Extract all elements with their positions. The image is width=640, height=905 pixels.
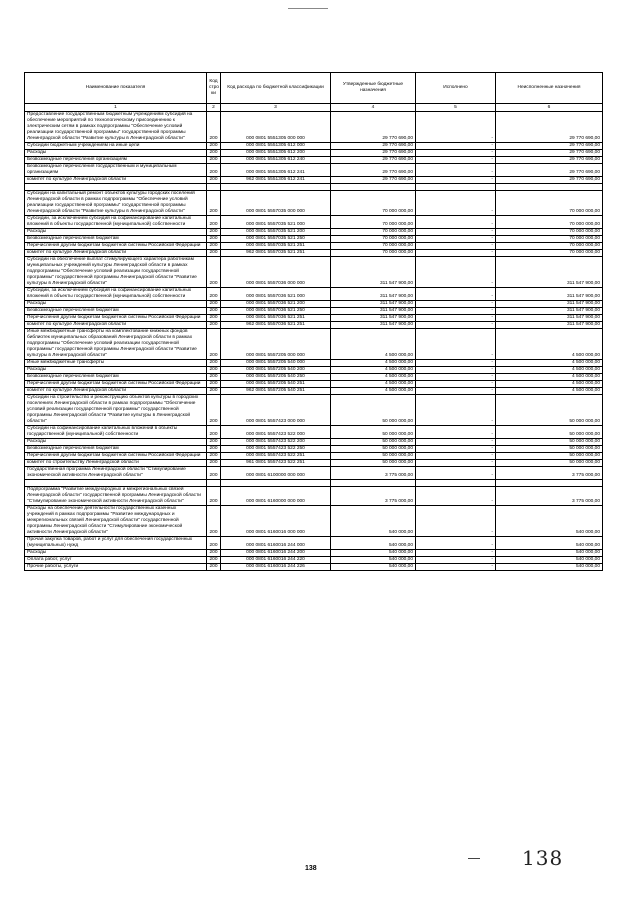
budget-code-cell: 000 0801 5557035 521 250 [221,236,331,243]
row-code-cell: 200 [207,257,221,288]
row-name-cell: Субсидии на обеспечение выплат стимулирующего характера работникам муниципальных учреждений культуры Ленинградской области в рамках подпрограммы "Обеспечение условий реализации государственной программы" государственной программы Ленинградской области "Развитие культуры в Ленинградской области" [25,257,207,288]
row-code-cell: 200 [207,301,221,308]
approved-amount-cell: 4 500 000,00 [331,329,416,360]
row-name-cell: Расходы [25,367,207,374]
budget-code-cell: 000 0801 5557036 521 200 [221,301,331,308]
empty-cell [331,184,416,191]
executed-amount-cell: - [416,395,496,426]
unexecuted-amount-cell: 70 000 000,00 [496,216,603,229]
executed-amount-cell: - [416,557,496,564]
row-name-cell: Расходы [25,439,207,446]
budget-code-cell: 000 0801 5557205 540 251 [221,381,331,388]
approved-amount-cell: 70 000 000,00 [331,191,416,216]
table-row [25,550,603,557]
table-row [25,360,603,367]
scan-artifact [260,4,340,12]
unexecuted-amount-cell: 29 770 690,00 [496,143,603,150]
row-name-cell: Прочая закупка товаров, работ и услуг для обеспечения государственных (муниципальных) нужд [25,537,207,550]
row-name-cell: Перечисления другим бюджетам бюджетной системы Российской Федерации [25,243,207,250]
budget-code-cell: 000 0801 5557035 521 200 [221,229,331,236]
row-code-cell: 200 [207,367,221,374]
executed-amount-cell: - [416,229,496,236]
table-row [25,564,603,571]
approved-amount-cell: 29 770 690,00 [331,143,416,150]
budget-code-cell: 000 0801 5551305 612 241 [221,164,331,177]
header-unexecuted: Неисполненные назначения [496,73,603,104]
unexecuted-amount-cell: 4 500 000,00 [496,329,603,360]
approved-amount-cell: 4 500 000,00 [331,381,416,388]
unexecuted-amount-cell: 29 770 690,00 [496,164,603,177]
executed-amount-cell: - [416,216,496,229]
row-code-cell: 200 [207,329,221,360]
row-name-cell: комитет по культуре Ленинградской области [25,177,207,184]
table-row [25,216,603,229]
empty-cell [25,480,207,487]
budget-code-cell: 962 0801 5551305 612 241 [221,177,331,184]
row-code-cell: 200 [207,395,221,426]
budget-code-cell: 000 0801 5557423 000 000 [221,395,331,426]
row-name-cell: Расходы на обеспечение деятельности государственных казенных учреждений в рамках подпрограммы "Развитие международных и межрегиональных связей Ленинградской области" государственной программы Ленинградской области "Стимулирование экономической активности Ленинградской области" [25,506,207,537]
row-code-cell: 200 [207,388,221,395]
executed-amount-cell: - [416,446,496,453]
row-code-cell: 200 [207,191,221,216]
approved-amount-cell: 540 000,00 [331,550,416,557]
executed-amount-cell: - [416,381,496,388]
row-name-cell: Субсидии на софинансирование капитальных вложений в объекты государственной (муниципальной) собственности [25,426,207,439]
unexecuted-amount-cell: 50 000 000,00 [496,426,603,439]
row-code-cell: 200 [207,453,221,460]
approved-amount-cell: 50 000 000,00 [331,446,416,453]
budget-code-cell: 000 0801 5557423 522 000 [221,426,331,439]
row-code-cell: 200 [207,143,221,150]
unexecuted-amount-cell: 29 770 690,00 [496,157,603,164]
unexecuted-amount-cell: 540 000,00 [496,550,603,557]
table-row [25,301,603,308]
row-code-cell: 200 [207,112,221,143]
approved-amount-cell: 540 000,00 [331,506,416,537]
table-row [25,308,603,315]
row-name-cell: Иные межбюджетные трансферты на комплектование книжных фондов библиотек муниципальных образований Ленинградской области в рамках подпрограммы "Обеспечение условий реализации государственной программы" государственной программы Ленинградской области "Развитие культуры в Ленинградской области" [25,329,207,360]
approved-amount-cell: 29 770 690,00 [331,164,416,177]
table-row [25,191,603,216]
empty-cell [207,480,221,487]
empty-cell [496,480,603,487]
column-number: 5 [416,104,496,112]
executed-amount-cell: - [416,177,496,184]
approved-amount-cell: 311 547 900,00 [331,288,416,301]
header-executed: Исполнено [416,73,496,104]
row-code-cell: 200 [207,550,221,557]
column-number: 3 [221,104,331,112]
row-code-cell: 200 [207,426,221,439]
row-name-cell: Расходы [25,301,207,308]
row-code-cell: 200 [207,315,221,322]
budget-code-cell: 000 0801 5551305 000 000 [221,112,331,143]
unexecuted-amount-cell: 540 000,00 [496,564,603,571]
executed-amount-cell: - [416,257,496,288]
table-row [25,537,603,550]
executed-amount-cell: - [416,506,496,537]
budget-code-cell: 000 0801 6160016 000 000 [221,506,331,537]
unexecuted-amount-cell: 4 500 000,00 [496,374,603,381]
row-code-cell: 200 [207,439,221,446]
executed-amount-cell: - [416,460,496,467]
approved-amount-cell: 3 775 000,00 [331,467,416,480]
row-code-cell: 200 [207,150,221,157]
header-budget-code: Код расхода по бюджетной классификации [221,73,331,104]
row-name-cell: Субсидии на капитальный ремонт объектов культуры городских поселений Ленинградской области в рамках подпрограммы "Обеспечение условий реализации государственной программы" государственной программы Ленинградской области "Развитие культуры в Ленинградской области" [25,191,207,216]
table-body [25,112,603,571]
unexecuted-amount-cell: 29 770 690,00 [496,112,603,143]
approved-amount-cell: 4 500 000,00 [331,388,416,395]
budget-code-cell: 962 0801 5557036 521 251 [221,322,331,329]
budget-code-cell: 000 0801 6160016 244 220 [221,557,331,564]
budget-code-cell: 000 0801 5557423 522 200 [221,439,331,446]
approved-amount-cell: 70 000 000,00 [331,229,416,236]
row-name-cell: Перечисления другим бюджетам бюджетной системы Российской Федерации [25,381,207,388]
table-row [25,236,603,243]
table-row [25,143,603,150]
table-row [25,439,603,446]
approved-amount-cell: 311 547 900,00 [331,315,416,322]
spacer-row [25,480,603,487]
budget-code-cell: 000 0801 5551305 612 000 [221,143,331,150]
header-row-code: Код стро ки [207,73,221,104]
row-code-cell: 200 [207,250,221,257]
executed-amount-cell: - [416,150,496,157]
approved-amount-cell: 4 500 000,00 [331,360,416,367]
table-row [25,329,603,360]
row-name-cell: комитет по культуре Ленинградской области [25,388,207,395]
column-number-row [25,104,603,112]
unexecuted-amount-cell: 50 000 000,00 [496,395,603,426]
table-row [25,367,603,374]
column-number: 1 [25,104,207,112]
row-name-cell: Расходы [25,150,207,157]
table-row [25,150,603,157]
empty-cell [496,184,603,191]
table-row [25,446,603,453]
unexecuted-amount-cell: 4 500 000,00 [496,367,603,374]
empty-cell [221,480,331,487]
row-code-cell: 200 [207,446,221,453]
executed-amount-cell: - [416,487,496,506]
unexecuted-amount-cell: 311 547 900,00 [496,322,603,329]
budget-code-cell: 000 0801 5557423 522 250 [221,446,331,453]
unexecuted-amount-cell: 3 775 000,00 [496,487,603,506]
executed-amount-cell: - [416,439,496,446]
row-name-cell: Безвозмездные перечисления бюджетам [25,374,207,381]
executed-amount-cell: - [416,308,496,315]
unexecuted-amount-cell: 540 000,00 [496,506,603,537]
unexecuted-amount-cell: 70 000 000,00 [496,250,603,257]
row-name-cell: Иные межбюджетные трансферты [25,360,207,367]
executed-amount-cell: - [416,453,496,460]
executed-amount-cell: - [416,329,496,360]
unexecuted-amount-cell: 50 000 000,00 [496,460,603,467]
unexecuted-amount-cell: 50 000 000,00 [496,453,603,460]
executed-amount-cell: - [416,367,496,374]
approved-amount-cell: 70 000 000,00 [331,243,416,250]
unexecuted-amount-cell: 4 500 000,00 [496,388,603,395]
empty-cell [25,184,207,191]
table-row [25,315,603,322]
row-name-cell: Расходы [25,550,207,557]
budget-code-cell: 000 0801 5557205 540 250 [221,374,331,381]
table-row [25,288,603,301]
row-name-cell: Безвозмездные перечисления бюджетам [25,446,207,453]
budget-code-cell: 000 0801 5557036 521 250 [221,308,331,315]
approved-amount-cell: 311 547 900,00 [331,257,416,288]
executed-amount-cell: - [416,388,496,395]
row-name-cell: Безвозмездные перечисления бюджетам [25,236,207,243]
table-row [25,157,603,164]
approved-amount-cell: 540 000,00 [331,537,416,550]
approved-amount-cell: 540 000,00 [331,564,416,571]
budget-code-cell: 000 0801 6100000 000 000 [221,467,331,480]
budget-code-cell: 961 0801 5557423 522 251 [221,460,331,467]
row-code-cell: 200 [207,460,221,467]
executed-amount-cell: - [416,374,496,381]
empty-cell [331,480,416,487]
unexecuted-amount-cell: 4 500 000,00 [496,381,603,388]
executed-amount-cell: - [416,191,496,216]
row-code-cell: 200 [207,236,221,243]
approved-amount-cell: 29 770 690,00 [331,150,416,157]
unexecuted-amount-cell: 311 547 900,00 [496,288,603,301]
approved-amount-cell: 50 000 000,00 [331,453,416,460]
approved-amount-cell: 311 547 900,00 [331,301,416,308]
unexecuted-amount-cell: 50 000 000,00 [496,446,603,453]
unexecuted-amount-cell: 311 547 900,00 [496,301,603,308]
row-name-cell: Субсидии на строительство и реконструкцию объектов культуры в городских поселениях Ленинградской области в рамках подпрограммы "Обеспечение условий реализации государственной программы" государственной программы Ленинградской области "Развитие культуры в Ленинградской области" [25,395,207,426]
handwritten-page-number: 138 [522,846,564,870]
budget-code-cell: 000 0801 6160016 244 000 [221,537,331,550]
table-row [25,177,603,184]
table-row [25,164,603,177]
empty-cell [416,480,496,487]
row-code-cell: 200 [207,381,221,388]
approved-amount-cell: 4 500 000,00 [331,367,416,374]
approved-amount-cell: 70 000 000,00 [331,236,416,243]
approved-amount-cell: 311 547 900,00 [331,322,416,329]
budget-code-cell: 000 0801 5557205 000 000 [221,329,331,360]
row-code-cell: 200 [207,177,221,184]
approved-amount-cell: 29 770 690,00 [331,157,416,164]
unexecuted-amount-cell: 50 000 000,00 [496,439,603,446]
row-name-cell: Прочие работы, услуги [25,564,207,571]
empty-cell [221,184,331,191]
row-name-cell: Безвозмездные перечисления бюджетам [25,308,207,315]
page-number: 138 [305,865,317,872]
table-row [25,112,603,143]
table-row [25,467,603,480]
approved-amount-cell: 50 000 000,00 [331,460,416,467]
approved-amount-cell: 50 000 000,00 [331,395,416,426]
header-indicator-name: Наименование показателя [25,73,207,104]
row-code-cell: 200 [207,506,221,537]
row-code-cell: 200 [207,243,221,250]
unexecuted-amount-cell: 29 770 690,00 [496,150,603,157]
approved-amount-cell: 50 000 000,00 [331,426,416,439]
budget-code-cell: 000 0801 5557205 540 000 [221,360,331,367]
unexecuted-amount-cell: 70 000 000,00 [496,229,603,236]
unexecuted-amount-cell: 540 000,00 [496,537,603,550]
table-row [25,395,603,426]
row-name-cell: комитет по культуре Ленинградской области [25,250,207,257]
budget-code-cell: 962 0801 5557205 540 251 [221,388,331,395]
empty-cell [416,184,496,191]
row-name-cell: Перечисления другим бюджетам бюджетной системы Российской Федерации [25,453,207,460]
budget-code-cell: 962 0801 5557035 521 251 [221,250,331,257]
table-row [25,388,603,395]
approved-amount-cell: 540 000,00 [331,557,416,564]
row-name-cell: Государственная программа Ленинградской области "Стимулирование экономической активности Ленинградской области" [25,467,207,480]
row-code-cell: 200 [207,487,221,506]
table-row [25,426,603,439]
approved-amount-cell: 3 775 000,00 [331,487,416,506]
executed-amount-cell: - [416,550,496,557]
row-code-cell: 200 [207,216,221,229]
header-approved: Утвержденные бюджетные назначения [331,73,416,104]
executed-amount-cell: - [416,157,496,164]
handwritten-dash [468,858,480,859]
unexecuted-amount-cell: 311 547 900,00 [496,257,603,288]
unexecuted-amount-cell: 70 000 000,00 [496,191,603,216]
row-name-cell: Расходы [25,229,207,236]
table-row [25,453,603,460]
budget-code-cell: 000 0801 5551305 612 200 [221,150,331,157]
table-row [25,250,603,257]
table-row [25,381,603,388]
executed-amount-cell: - [416,322,496,329]
approved-amount-cell: 70 000 000,00 [331,216,416,229]
budget-code-cell: 000 0801 5557035 521 000 [221,216,331,229]
budget-code-cell: 000 0801 6160016 244 200 [221,550,331,557]
empty-cell [207,184,221,191]
executed-amount-cell: - [416,250,496,257]
row-name-cell: Оплата работ, услуг [25,557,207,564]
row-code-cell: 200 [207,467,221,480]
table-row [25,243,603,250]
row-code-cell: 200 [207,322,221,329]
executed-amount-cell: - [416,112,496,143]
row-name-cell: комитет по культуре Ленинградской области [25,322,207,329]
row-name-cell: Безвозмездные перечисления организациям [25,157,207,164]
approved-amount-cell: 311 547 900,00 [331,308,416,315]
column-number: 6 [496,104,603,112]
row-name-cell: Субсидии, за исключением субсидий на софинансирование капитальных вложений в объекты государственной (муниципальной) собственности [25,216,207,229]
row-name-cell: Перечисления другим бюджетам бюджетной системы Российской Федерации [25,315,207,322]
executed-amount-cell: - [416,164,496,177]
unexecuted-amount-cell: 311 547 900,00 [496,315,603,322]
row-name-cell: Безвозмездные перечисления государственным и муниципальным организациям [25,164,207,177]
budget-code-cell: 000 0801 5551305 612 240 [221,157,331,164]
row-name-cell: комитет по строительству Ленинградской области [25,460,207,467]
budget-code-cell: 000 0801 5557036 521 251 [221,315,331,322]
executed-amount-cell: - [416,360,496,367]
budget-code-cell: 000 0801 6160016 244 226 [221,564,331,571]
executed-amount-cell: - [416,301,496,308]
row-name-cell: Субсидии бюджетным учреждениям на иные цели [25,143,207,150]
approved-amount-cell: 4 500 000,00 [331,374,416,381]
unexecuted-amount-cell: 29 770 690,00 [496,177,603,184]
table-row [25,229,603,236]
table-row [25,506,603,537]
executed-amount-cell: - [416,467,496,480]
budget-report-table [24,72,603,571]
row-code-cell: 200 [207,537,221,550]
unexecuted-amount-cell: 3 775 000,00 [496,467,603,480]
budget-code-cell: 000 0801 5557035 000 000 [221,191,331,216]
table-row [25,487,603,506]
row-code-cell: 200 [207,308,221,315]
budget-code-cell: 000 0801 5557423 522 251 [221,453,331,460]
budget-code-cell: 000 0801 5557035 521 251 [221,243,331,250]
executed-amount-cell: - [416,143,496,150]
table-header-row [25,73,603,104]
approved-amount-cell: 70 000 000,00 [331,250,416,257]
unexecuted-amount-cell: 4 500 000,00 [496,360,603,367]
budget-code-cell: 000 0801 6160000 000 000 [221,487,331,506]
unexecuted-amount-cell: 70 000 000,00 [496,243,603,250]
column-number: 2 [207,104,221,112]
table-row [25,460,603,467]
row-name-cell: Подпрограмма "Развитие международных и межрегиональных связей Ленинградской области" государственной программы Ленинградской области "Стимулирование экономической активности Ленинградской области" [25,487,207,506]
row-code-cell: 200 [207,374,221,381]
table-row [25,322,603,329]
row-code-cell: 200 [207,164,221,177]
row-name-cell: Субсидии, за исключением субсидий на софинансирование капитальных вложений в объекты государственной (муниципальной) собственности [25,288,207,301]
budget-code-cell: 000 0801 5557036 000 000 [221,257,331,288]
unexecuted-amount-cell: 70 000 000,00 [496,236,603,243]
executed-amount-cell: - [416,426,496,439]
row-code-cell: 200 [207,564,221,571]
unexecuted-amount-cell: 311 547 900,00 [496,308,603,315]
executed-amount-cell: - [416,564,496,571]
approved-amount-cell: 29 770 690,00 [331,112,416,143]
row-code-cell: 200 [207,229,221,236]
unexecuted-amount-cell: 540 000,00 [496,557,603,564]
executed-amount-cell: - [416,537,496,550]
table-row [25,257,603,288]
row-code-cell: 200 [207,157,221,164]
table-row [25,374,603,381]
row-code-cell: 200 [207,360,221,367]
table-row [25,557,603,564]
budget-code-cell: 000 0801 5557205 540 200 [221,367,331,374]
column-number: 4 [331,104,416,112]
spacer-row [25,184,603,191]
row-code-cell: 200 [207,557,221,564]
executed-amount-cell: - [416,236,496,243]
executed-amount-cell: - [416,243,496,250]
row-code-cell: 200 [207,288,221,301]
approved-amount-cell: 50 000 000,00 [331,439,416,446]
budget-code-cell: 000 0801 5557036 521 000 [221,288,331,301]
approved-amount-cell: 29 770 690,00 [331,177,416,184]
executed-amount-cell: - [416,288,496,301]
executed-amount-cell: - [416,315,496,322]
row-name-cell: Предоставление государственным бюджетным учреждениям субсидий на обеспечение мероприятий по технологическому присоединению к электрическим сетям в рамках подпрограммы "Обеспечение условий реализации государственной программы" государственной программы Ленинградской области "Развитие культуры в Ленинградской области" [25,112,207,143]
